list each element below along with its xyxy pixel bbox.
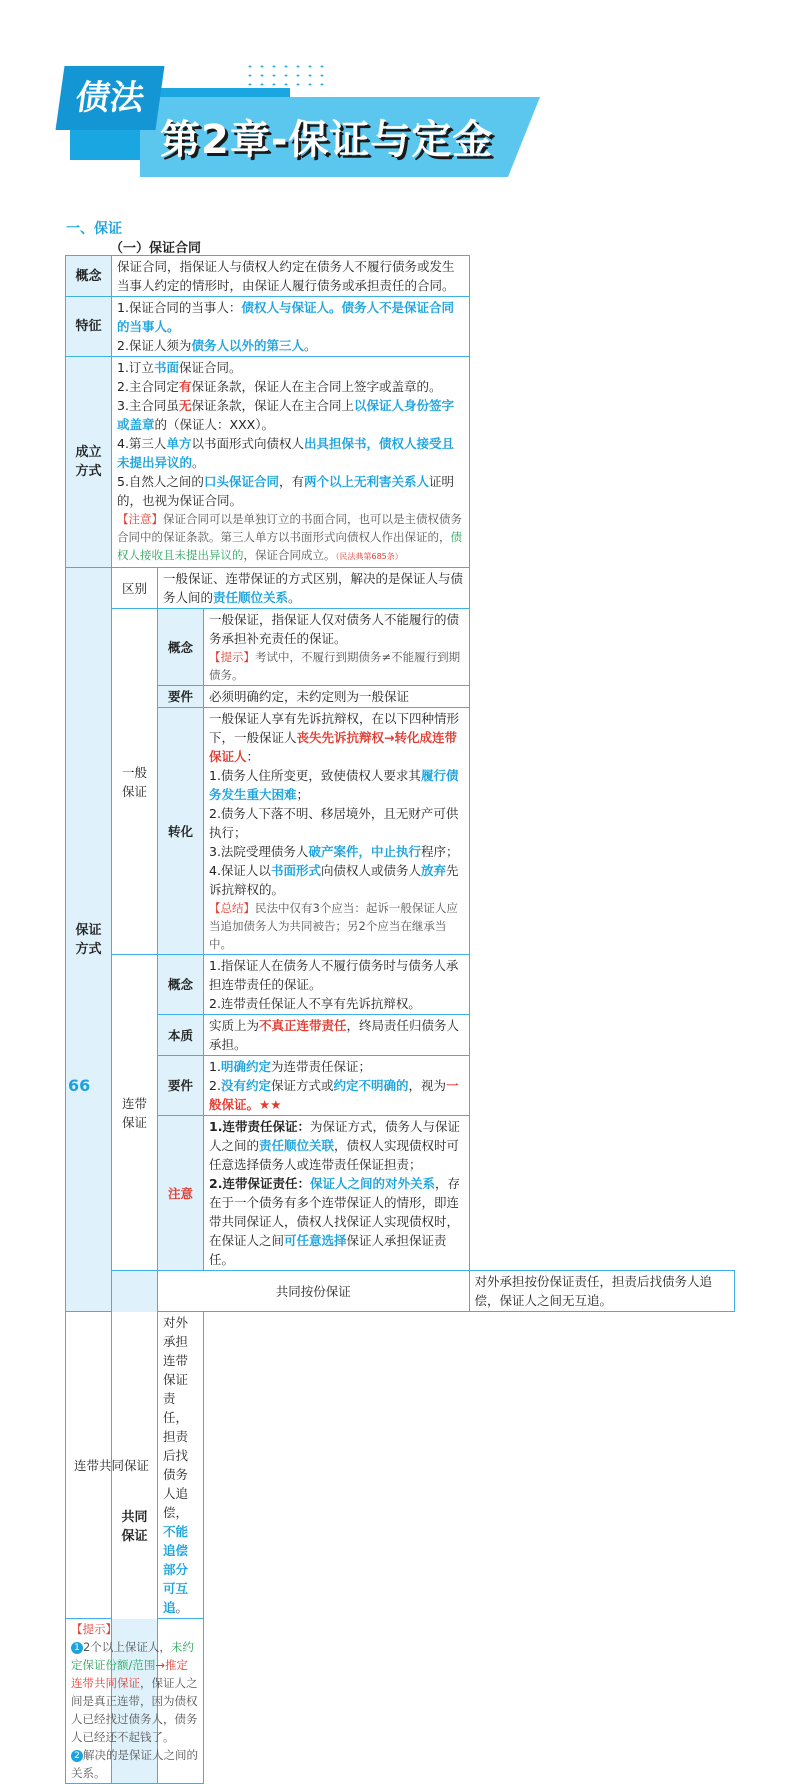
row-concept [66,256,735,297]
row-joint-note [66,1116,735,1271]
joint-essence-text: 实质上为不真正连带责任，终局责任归债务人承担。 [204,1015,470,1056]
general-req-label: 要件 [158,686,204,708]
co-share-label: 共同按份保证 [158,1271,470,1312]
row-joint-req [66,1056,735,1116]
row-label-features: 特征 [66,297,112,357]
general-concept-label: 概念 [158,609,204,686]
row-methods-diff [66,568,735,609]
chapter-title: 第2章-保证与定金 [160,117,494,163]
section-title: 一、保证 [66,221,122,237]
general-label: 一般保证 [112,609,158,955]
co-tip-text: 【提示】 1 2个以上保证人，未约定保证份额/范围→推定连带共同保证，保证人之间是真正连带，因为债权人已经找过债务人，债务人已经还不起钱了。 2 解决的是保证人之间的关系。 [66,1619,204,1784]
row-label-methods: 保证方式 [66,568,112,1312]
co-share-text: 对外承担按份保证责任，担责后找债务人追偿，保证人之间无互追。 [469,1271,735,1312]
general-req-text: 必须明确约定，未约定则为一般保证 [204,686,470,708]
features-text: 1.保证合同的当事人：债权人与保证人。债务人不是保证合同的当事人。 2.保证人须为债务人以外的第三人。 [112,297,470,357]
decorative-dot-grid [244,62,328,90]
row-label-concept: 概念 [66,256,112,297]
page-number: 66 [68,1076,91,1095]
co-joint-label: 连带共同保证 [66,1312,158,1619]
formation-text: 1.订立书面保证合同。 2.主合同定有保证条款，保证人在主合同上签字或盖章的。 3.主合同虽无保证条款，保证人在主合同上以保证人身份签字或盖章的（保证人：XXX）。 4.第三人单方以书面形式向债权人出具担保书，债权人接受且未提出异议的。 5.自然人之间的口头保证合同，有两个以上无利害关系人证明的，也视为保证合同。 【注意】保证合同可以是单独订立的书面合同，也可以是主债权债务合同中的保证条款。第三人单方以书面形式向债权人作出保证的，债权人接收且未提出异议的，保证合同成立。（民法典第685条） [112,357,470,568]
row-general-concept [66,609,735,686]
row-label-co-guarantee: 共同保证 [112,1271,158,1784]
row-co-tip [66,1619,735,1784]
joint-note-label: 注意 [158,1116,204,1271]
joint-concept-label: 概念 [158,955,204,1015]
row-label-formation: 成立方式 [66,357,112,568]
subject-tag: 债法 [56,66,165,130]
joint-label: 连带保证 [112,955,158,1271]
row-features [66,297,735,357]
co-joint-text: 对外承担连带保证责任，担责后找债务人追偿，不能追偿部分可互追。 [158,1312,204,1619]
diff-text: 一般保证、连带保证的方式区别，解决的是保证人与债务人间的责任顺位关系。 [158,568,470,609]
concept-text: 保证合同，指保证人与债权人约定在债务人不履行债务或发生当事人约定的情形时，由保证人履行债务或承担责任的合同。 [112,256,470,297]
formation-note: 【注意】保证合同可以是单独订立的书面合同，也可以是主债权债务合同中的保证条款。第三人单方以书面形式向债权人作出保证的，债权人接收且未提出异议的，保证合同成立。（民法典第685条） [117,512,462,562]
general-transform-label: 转化 [158,708,204,955]
row-joint-essence [66,1015,735,1056]
subsection-title: （一）保证合同 [110,241,202,256]
row-general-transform [66,708,735,955]
joint-essence-label: 本质 [158,1015,204,1056]
general-concept-text: 一般保证，指保证人仅对债务人不能履行的债务承担补充责任的保证。 【提示】考试中，不履行到期债务≠不能履行到期债务。 [204,609,470,686]
row-general-req [66,686,735,708]
general-transform-text: 一般保证人享有先诉抗辩权，在以下四种情形下，一般保证人丧失先诉抗辩权→转化成连带保证人： 1.债务人住所变更，致使债权人要求其履行债务发生重大困难； 2.债务人下落不明、移居境外，且无财产可供执行； 3.法院受理债务人破产案件，中止执行程序； 4.保证人以书面形式向债权人或债务人放弃先诉抗辩权的。 【总结】民法中仅有3个应当：起诉一般保证人应当追加债务人为共同被告；另2个应当在继承当中。 [204,708,470,955]
guarantee-table [65,255,735,1784]
row-joint-concept [66,955,735,1015]
circled-number-1-icon: 1 [71,1642,83,1654]
row-co-joint [66,1312,735,1619]
joint-req-text: 1.明确约定为连带责任保证； 2.没有约定保证方式或约定不明确的，视为一般保证。★★ [204,1056,470,1116]
circled-number-2-icon: 2 [71,1750,83,1762]
diff-label: 区别 [112,568,158,609]
joint-req-label: 要件 [158,1056,204,1116]
joint-concept-text: 1.指保证人在债务人不履行债务时与债务人承担连带责任的保证。 2.连带责任保证人不享有先诉抗辩权。 [204,955,470,1015]
row-formation [66,357,735,568]
joint-note-text: 1.连带责任保证：为保证方式，债务人与保证人之间的责任顺位关联，债权人实现债权时可任意选择债务人或连带责任保证担责； 2.连带保证责任：保证人之间的对外关系，存在于一个债务有多个连带保证人的情形，即连带共同保证人，债权人找保证人实现债权时，在保证人之间可任意选择保证人承担保证责任。 [204,1116,470,1271]
row-co-share [66,1271,735,1312]
